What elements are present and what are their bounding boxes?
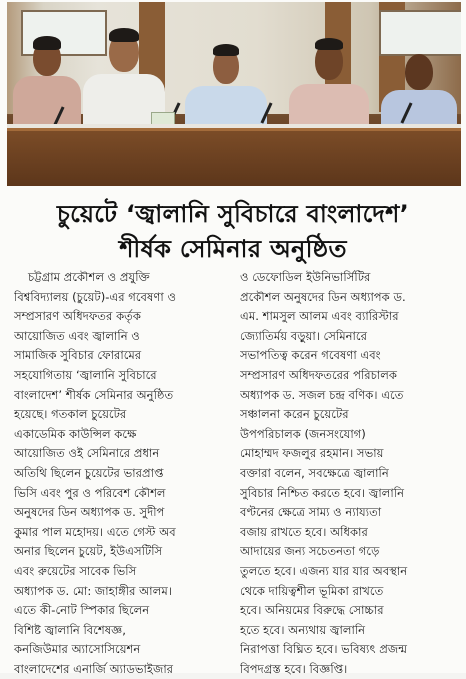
- article-right-column: [240, 268, 453, 679]
- article-line: হবে। অনিয়মের বিরুদ্ধে সোচ্চার: [240, 603, 384, 618]
- headline-line-1: চুয়েটে ‘জ্বালানি সুবিচারে বাংলাদেশ’: [56, 200, 410, 228]
- article-line: সম্প্রসারণ অধিদফতরের পরিচালক: [240, 367, 398, 382]
- article-line: এতে কী-নোট স্পিকার ছিলেন: [14, 603, 150, 618]
- article-line: চট্টগ্রাম প্রকৌশল ও প্রযুক্তি: [28, 270, 150, 284]
- article-line: বিশিষ্ট জ্বালানি বিশেষজ্ঞ,: [14, 622, 126, 637]
- article-line: তুলতে হবে। এজন্য যার যার অবস্থান: [240, 563, 408, 578]
- article-line: আয়োজিত এবং জ্বালানি ও: [14, 328, 140, 343]
- article-line: আদায়ের জন্য সচেতনতা গড়ে: [240, 544, 380, 559]
- article-line: সহযোগিতায় ‘জ্বালানি সুবিচারে: [14, 367, 157, 382]
- article-line: সামাজিক সুবিচার ফোরামের: [14, 348, 142, 363]
- article-line: আয়োজিত ওই সেমিনারে প্রধান: [14, 446, 160, 461]
- article-line: বক্তারা বলেন, সবক্ষেত্রে জ্বালানি: [240, 465, 389, 480]
- article-line: বিপদগ্রস্ত হবে। বিজ্ঞপ্তি।: [240, 661, 348, 676]
- article-line: কুমার পাল মহোদয়। এতে গেস্ট অব: [14, 524, 176, 539]
- article-line: এম. শামসুল আলম এবং ব্যারিস্টার: [240, 309, 399, 324]
- article-line: হয়েছে। গতকাল চুয়েটের: [14, 407, 127, 422]
- article-line: সভাপতিত্ব করেন গবেষণা এবং: [240, 348, 381, 363]
- article-line: জ্যোতির্ময় বড়ুয়া। সেমিনারে: [240, 328, 367, 343]
- headline-line-2: শীর্ষক সেমিনার অনুষ্ঠিত: [119, 235, 347, 263]
- article-line: থেকে দায়িত্বশীল ভূমিকা রাখতে: [240, 583, 384, 598]
- article-line: অতিথি ছিলেন চুয়েটের ভারপ্রাপ্ত: [14, 465, 164, 480]
- article-line: ও ডেফোডিল ইউনিভার্সিটির: [240, 270, 371, 284]
- article-line: এবং রুয়েটের সাবেক ভিসি: [14, 563, 137, 578]
- article-line: মোহাম্মদ ফজলুর রহমান। সভায়: [240, 446, 384, 461]
- article-line: অনার ছিলেন চুয়েট, ইউএসটিসি: [14, 544, 163, 559]
- article-line: কনজিউমার অ্যাসোসিয়েশন: [14, 642, 141, 657]
- article-line: সুবিচার নিশ্চিত করতে হবে। জ্বালানি: [240, 485, 405, 500]
- article-line: নিরাপত্তা বিঘ্নিত হবে। ভবিষ্যৎ প্রজন্ম: [240, 642, 408, 657]
- article-line: অধ্যাপক ড. সজল চন্দ্র বণিক। এতে: [240, 387, 404, 402]
- article-line: অধ্যাপক ড. মো: জাহাঙ্গীর আলম।: [14, 583, 172, 598]
- article-line: বিশ্ববিদ্যালয় (চুয়েট)-এর গবেষণা ও: [14, 289, 176, 304]
- article-line: প্রকৌশল অনুষদের ডিন অধ্যাপক ড.: [240, 289, 406, 304]
- article-line: উপপরিচালক (জনসংযোগ): [240, 426, 366, 441]
- article-line: সম্প্রসারণ অধিদফতর কর্তৃক: [14, 309, 141, 324]
- article-line: অনুষদের ডিন অধ্যাপক ড. সুদীপ: [14, 505, 165, 520]
- article-line: বজায় রাখতে হবে। অধিকার: [240, 524, 368, 539]
- article-line: সঞ্চালনা করেন চুয়েটের: [240, 407, 349, 422]
- article-line: বাংলাদেশের এনার্জি অ্যাডভাইজার: [14, 661, 174, 676]
- article-line: বণ্টনের ক্ষেত্রে সাম্য ও ন্যায্যতা: [240, 505, 382, 520]
- article-line: হতে হবে। অন্যথায় জ্বালানি: [240, 622, 366, 637]
- article-line: ভিসি এবং পুর ও পরিবেশ কৌশল: [14, 485, 166, 500]
- article-left-column: [14, 268, 227, 679]
- article-line: একাডেমিক কাউন্সিল কক্ষে: [14, 426, 137, 441]
- seminar-photo: [7, 2, 461, 186]
- article-line: বাংলাদেশ’ শীর্ষক সেমিনার অনুষ্ঠিত: [14, 387, 174, 402]
